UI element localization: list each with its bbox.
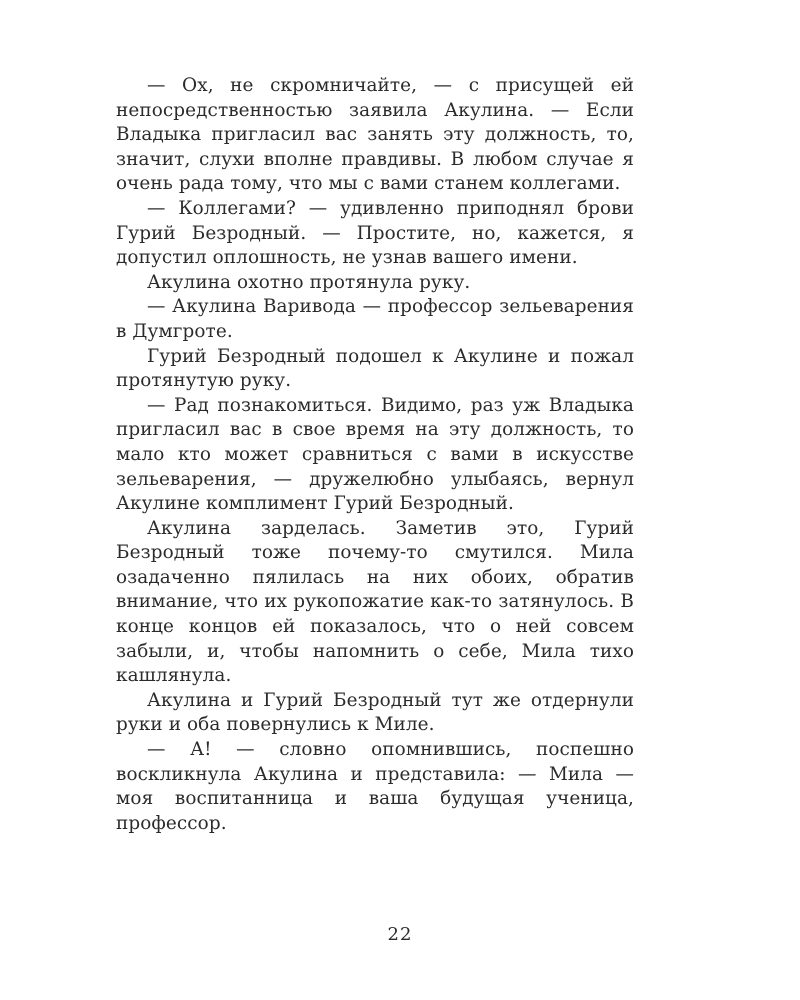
paragraph-3: Акулина охотно протянула руку. bbox=[147, 271, 471, 293]
paragraph-4: — Акулина Варивода — профессор зельеварения в Думгроте. bbox=[116, 296, 634, 342]
paragraph-9: — А! — словно опомнившись, поспешно воскликнула Акулина и представила: — Мила — моя воспитанница и ваша будущая ученица, профессор. bbox=[116, 739, 634, 834]
paragraph-8: Акулина и Гурий Безродный тут же отдернули руки и оба повернулись к Миле. bbox=[116, 689, 634, 736]
paragraph-5: Гурий Безродный подошел к Акулине и пожал протянутую руку. bbox=[116, 345, 634, 392]
page-number: 22 bbox=[387, 924, 413, 945]
paragraph-7: Акулина зарделась. Заметив это, Гурий Безродный тоже почему-то смутился. Мила озадаченно пялилась на них обоих, обратив внимание, что их рукопожатие как-то затянулось. В конце концов ей показалось, что о ней совсем забыли, и, чтобы напомнить о себе, Мила тихо кашлянула. bbox=[116, 517, 634, 687]
paragraph-1: — Ох, не скромничайте, — с присущей ей непосредственностью заявила Акулина. — Если Владыка пригласил вас занять эту должность, то, значит, слухи вполне правдивы. В любом случае я очень рада тому, что мы с вами станем коллегами. bbox=[116, 75, 634, 195]
paragraph-2: — Коллегами? — удивленно приподнял брови Гурий Безродный. — Простите, но, кажется, я допустил оплошность, не узнав вашего имени. bbox=[116, 197, 634, 269]
page-text bbox=[116, 74, 634, 836]
paragraph-6: — Рад познакомиться. Видимо, раз уж Владыка пригласил вас в свое время на эту должность, то мало кто может сравниться с вами в искусстве зельеварения, — дружелюбно улыбаясь, вернул Акулине комплимент Гурий Безродный. bbox=[116, 394, 634, 515]
